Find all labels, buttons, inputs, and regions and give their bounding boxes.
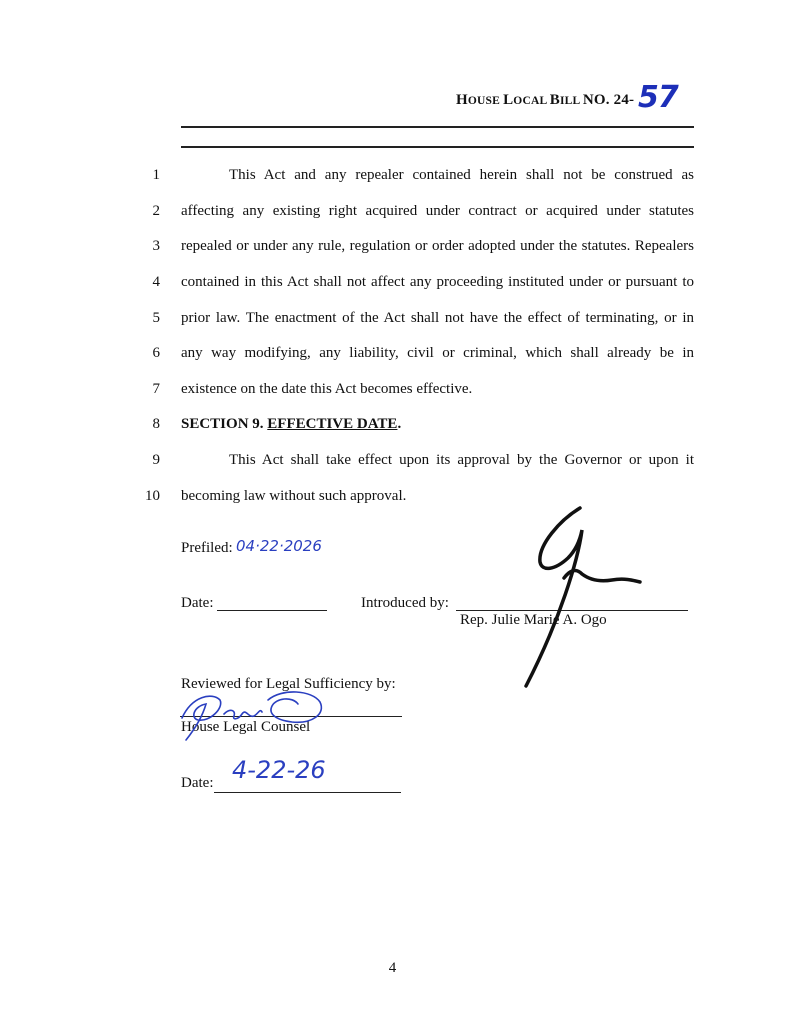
line-number: 3 bbox=[152, 238, 160, 254]
counsel-title: House Legal Counsel bbox=[181, 719, 311, 735]
body-line: This Act shall take effect upon its approval by the Governor or upon it bbox=[229, 452, 694, 468]
counsel-date-handwritten: 4-22-26 bbox=[232, 756, 326, 784]
body-line: This Act and any repealer contained herein shall not be construed as bbox=[229, 167, 694, 183]
prefiled-date-handwritten: 04·22·2026 bbox=[236, 537, 322, 555]
counsel-signature bbox=[172, 678, 332, 748]
body-line: becoming law without such approval. bbox=[181, 488, 407, 504]
line-number: 2 bbox=[152, 203, 160, 219]
reviewed-label: Reviewed for Legal Sufficiency by: bbox=[181, 676, 396, 692]
body-line: affecting any existing right acquired under contract or acquired under statutes bbox=[181, 203, 694, 219]
body-line: existence on the date this Act becomes effective. bbox=[181, 381, 473, 397]
body-line: prior law. The enactment of the Act shall not have the effect of terminating, or in bbox=[181, 310, 694, 326]
introducer-signature bbox=[520, 500, 660, 690]
header-rule-bottom bbox=[181, 146, 694, 148]
prefiled-label: Prefiled: bbox=[181, 540, 233, 556]
introduced-by-label: Introduced by: bbox=[361, 595, 449, 611]
bill-header-title: HOUSE LOCAL BILL NO. 24- bbox=[456, 92, 635, 108]
line-number: 1 bbox=[152, 167, 160, 183]
line-number: 7 bbox=[152, 381, 160, 397]
line-number: 9 bbox=[152, 452, 160, 468]
line-number: 8 bbox=[152, 416, 160, 432]
line-number: 6 bbox=[152, 345, 160, 361]
line-number: 10 bbox=[145, 488, 160, 504]
date-label: Date: bbox=[181, 595, 214, 611]
section-heading: SECTION 9. EFFECTIVE DATE. bbox=[181, 416, 402, 432]
body-line: contained in this Act shall not affect any proceeding instituted under or pursuant to bbox=[181, 274, 694, 290]
page-number: 4 bbox=[388, 960, 397, 976]
date-blank-line bbox=[217, 594, 327, 611]
line-number: 5 bbox=[152, 310, 160, 326]
body-line: repealed or under any rule, regulation or order adopted under the statutes. Repealers bbox=[181, 238, 694, 254]
body-line: any way modifying, any liability, civil or criminal, which shall already be in bbox=[181, 345, 694, 361]
header-rule-top bbox=[181, 126, 694, 128]
handwritten-bill-number: 57 bbox=[638, 80, 678, 115]
counsel-date-label: Date: bbox=[181, 775, 214, 791]
introducer-name: Rep. Julie Marie A. Ogo bbox=[460, 612, 607, 628]
line-number: 4 bbox=[152, 274, 160, 290]
